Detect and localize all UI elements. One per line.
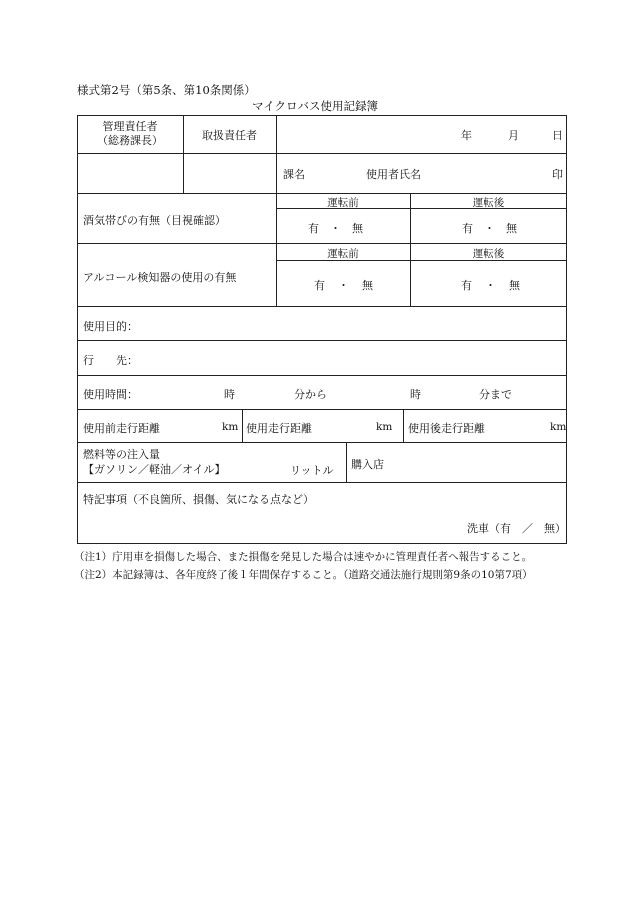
month-label: 月: [508, 129, 519, 142]
seal-label: 印: [552, 168, 563, 181]
day-label: 日: [552, 129, 563, 142]
before-driving-header: 運転前: [327, 248, 359, 260]
divider: [77, 243, 567, 244]
distance-after-label: 使用後走行距離: [408, 422, 485, 435]
manager-sublabel: （総務課長）: [97, 134, 163, 147]
divider: [77, 375, 567, 376]
fuel-type-label: 【ガソリン／軽油／オイル】: [83, 463, 226, 476]
purpose-label: 使用目的：: [83, 320, 138, 333]
remarks-label: 特記事項（不良箇所、損傷、気になる点など）: [83, 493, 314, 506]
separator-dot: ・: [485, 279, 496, 292]
smell-before-choice: [308, 220, 363, 236]
liter-unit: リットル: [290, 464, 334, 477]
note-2: （注2）本記録簿は、各年度終了後１年間保存すること。（道路交通法施行規則第9条の10第7項）: [74, 569, 533, 581]
hour-label: 時: [224, 388, 235, 401]
after-driving-header: 運転後: [472, 197, 505, 209]
section-label: 課名: [283, 168, 305, 181]
divider: [77, 442, 567, 443]
km-unit: km: [376, 421, 393, 433]
hour-label: 時: [410, 388, 421, 401]
divider: [242, 409, 243, 442]
minute-until-label: 分まで: [479, 388, 512, 401]
divider: [346, 442, 347, 482]
year-label: 年: [461, 129, 472, 142]
divider: [403, 409, 404, 442]
distance-driven-label: 使用走行距離: [246, 422, 312, 435]
separator-dot: ・: [484, 222, 495, 235]
distance-before-label: 使用前走行距離: [83, 422, 160, 435]
km-unit: km: [550, 421, 567, 433]
yes-option: 有: [308, 222, 319, 235]
user-name-label: 使用者氏名: [366, 168, 421, 181]
divider: [77, 153, 567, 154]
yes-option: 有: [462, 222, 473, 235]
note-1: （注1）庁用車を損傷した場合、また損傷を発見した場合は速やかに管理責任者へ報告すること。: [74, 551, 533, 563]
fuel-label: 燃料等の注入量: [83, 448, 160, 461]
divider: [77, 482, 567, 483]
form-number: 様式第2号（第5条、第10条関係）: [77, 83, 256, 97]
no-option: 無: [506, 222, 517, 235]
car-wash-label: 洗車（有 ／ 無）: [467, 522, 566, 535]
divider: [77, 409, 567, 410]
divider: [77, 193, 567, 194]
yes-option: 有: [314, 279, 325, 292]
detector-after-choice: [461, 277, 520, 293]
yes-option: 有: [461, 279, 472, 292]
divider: [77, 340, 567, 341]
alcohol-smell-label: 酒気帯びの有無（目視確認）: [83, 214, 226, 227]
usage-time-label: 使用時間：: [83, 388, 138, 401]
before-driving-header: 運転前: [327, 197, 359, 209]
handler-label: 取扱責任者: [202, 129, 257, 142]
after-driving-header: 運転後: [472, 248, 505, 260]
separator-dot: ・: [338, 279, 349, 292]
divider: [276, 115, 277, 306]
minute-from-label: 分から: [294, 388, 327, 401]
km-unit: km: [222, 421, 239, 433]
destination-label: 行 先：: [83, 354, 138, 367]
alcohol-detector-label: アルコール検知器の使用の有無: [83, 271, 237, 284]
no-option: 無: [509, 279, 520, 292]
page-title: マイクロバス使用記録簿: [252, 99, 379, 113]
store-label: 購入店: [351, 458, 384, 471]
detector-before-choice: [314, 277, 373, 293]
no-option: 無: [362, 279, 373, 292]
divider: [77, 306, 567, 307]
smell-after-choice: [462, 220, 517, 236]
separator-dot: ・: [330, 222, 341, 235]
record-table: [77, 115, 567, 544]
no-option: 無: [352, 222, 363, 235]
manager-label: 管理責任者: [102, 120, 158, 133]
